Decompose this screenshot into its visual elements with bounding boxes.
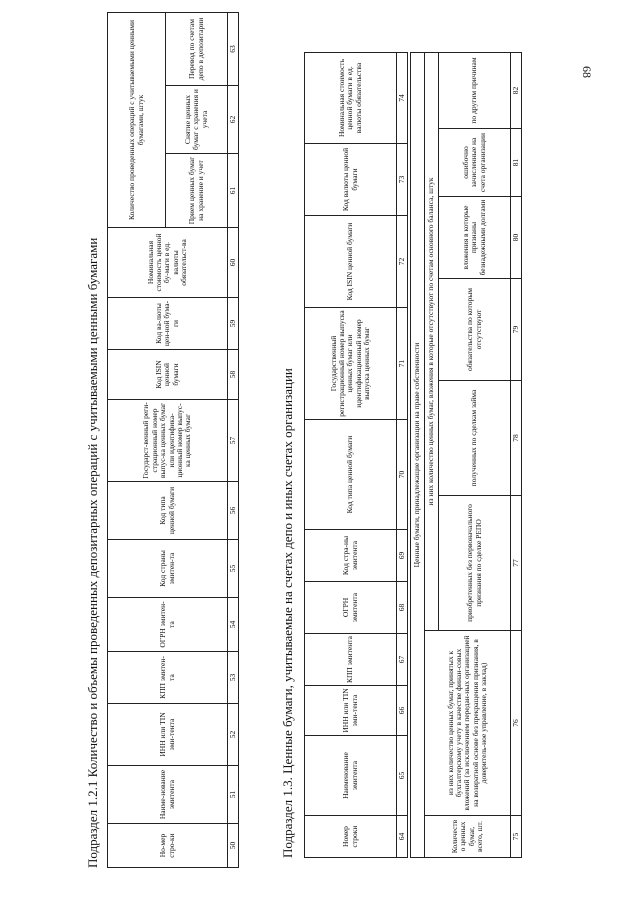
col-number: 55	[228, 540, 239, 598]
col-number: 50	[228, 824, 239, 868]
header-cell: Количество ценных бумаг, всего, шт.	[425, 816, 511, 858]
header-cell: Код валюты ценной бумаги	[305, 144, 397, 216]
header-cell: ИНН или TIN эми-тента	[305, 686, 397, 736]
col-number: 56	[228, 482, 239, 540]
header-cell: Код типа ценной бумаги	[108, 482, 228, 540]
sub-header-cell: вложения в которые признаны безнадежными долгами	[439, 197, 511, 279]
col-number: 76	[511, 631, 522, 816]
col-number: 82	[511, 52, 522, 128]
operations-table	[107, 12, 239, 868]
col-number: 62	[228, 86, 239, 154]
header-cell: Но-мер стро-ки	[108, 824, 228, 868]
group-header-cell: из них количество ценных бумаг, вложения в которые отсутствуют по счетам основного баланса, штук	[425, 52, 439, 630]
sub-header-cell: по другим причинам	[439, 52, 511, 128]
sub-header-cell: Перевод по счетам депо в депозитарии	[166, 12, 228, 85]
col-number: 61	[228, 154, 239, 228]
section-1-2-1	[85, 12, 239, 868]
col-number: 66	[397, 686, 408, 736]
header-cell: Код страны эмитен-та	[108, 540, 228, 598]
col-number: 74	[397, 53, 408, 144]
col-number: 59	[228, 298, 239, 350]
header-cell: КПП эмитен-та	[108, 652, 228, 704]
header-cell: Государст-венный реги-страционный номер выпус-ка ценных бумаг или идентифика-ционный номер выпус-ка ценных бумаг	[108, 400, 228, 482]
header-cell: ОГРН эмитен-та	[108, 598, 228, 652]
page-number: 68	[580, 66, 594, 78]
col-number: 68	[397, 582, 408, 634]
sub-header-cell: ошибочно зачисленные на счета организации	[439, 129, 511, 197]
header-cell: Код ISIN ценной бумаги	[305, 216, 397, 308]
col-number: 52	[228, 704, 239, 766]
col-number: 67	[397, 634, 408, 686]
sub-header-cell: полученных по сделкам займа	[439, 381, 511, 496]
sub-header-cell: обязательства по которым отсутствуют	[439, 279, 511, 381]
header-cell: Код ISIN ценной бумаги	[108, 350, 228, 400]
header-cell: из них количество ценных бумаг, принятых к бухгалтерскому учету в качестве финан-совых вложений (за исключением передан-ных организацией на возвратной основе без прекращения признания, в доверитель-ное управление, в заклад)	[425, 631, 511, 816]
col-number: 80	[511, 197, 522, 279]
col-number: 78	[511, 381, 522, 496]
header-cell: Государственный регистрационный номер выпуска ценных бумаг или идентификационный номер выпуска ценных бумаг	[305, 308, 397, 420]
header-cell: Код ва-люты цен-ной бума-ги	[108, 298, 228, 350]
header-cell: КПП эмитента	[305, 634, 397, 686]
col-number: 73	[397, 144, 408, 216]
col-number: 70	[397, 420, 408, 530]
col-number: 64	[397, 816, 408, 858]
header-cell: Номинальная стоимость ценной бумаги в ед. валюты обязательства	[305, 53, 397, 144]
col-number: 79	[511, 279, 522, 381]
section-1-2-1-title: Подраздел 1.2.1 Количество и объемы проведенных депозитарных операций с учитываемыми ценными бумагами	[85, 237, 100, 868]
sub-header-cell: приобретенных без первоначального признания по сделке РЕПО	[439, 496, 511, 631]
header-cell: Номинальная стоимость ценной бу-маги в ед. валюты обязательст-ва	[108, 228, 228, 298]
col-number: 72	[397, 216, 408, 308]
top-header-cell: Ценные бумаги, принадлежащие организации на праве собственности	[411, 52, 425, 857]
col-number: 51	[228, 766, 239, 824]
header-cell: Код стра-ны эмитента	[305, 530, 397, 582]
col-number: 75	[511, 816, 522, 858]
col-number: 53	[228, 652, 239, 704]
sub-header-cell: Прием ценных бумаг на хранение и учет	[166, 154, 228, 228]
header-cell: Наименование эмитента	[305, 736, 397, 816]
sub-header-cell: Снятие ценных бумаг с хранения и учета	[166, 86, 228, 154]
section-1-3-title: Подраздел 1.3. Ценные бумаги, учитываемые на счетах депо и иных счетах организации	[280, 368, 295, 858]
col-number: 71	[397, 308, 408, 420]
col-number: 57	[228, 400, 239, 482]
header-cell: ИНН или TIN эми-тента	[108, 704, 228, 766]
col-number: 60	[228, 228, 239, 298]
col-number: 69	[397, 530, 408, 582]
col-number: 65	[397, 736, 408, 816]
header-cell: Номер строки	[305, 816, 397, 858]
col-number: 54	[228, 598, 239, 652]
col-number: 81	[511, 129, 522, 197]
header-cell: Код типа ценной бумаги	[305, 420, 397, 530]
group-header-cell: Количество проведенных операций с учитываемыми ценными бумагами, штук	[108, 12, 166, 227]
section-1-3	[280, 52, 408, 858]
header-cell: Наиме-нование эмитента	[108, 766, 228, 824]
ownership-section	[410, 52, 522, 858]
col-number: 63	[228, 12, 239, 85]
securities-table	[304, 52, 408, 858]
col-number: 77	[511, 496, 522, 631]
ownership-table	[410, 52, 522, 858]
header-cell: ОГРН эмитента	[305, 582, 397, 634]
col-number: 58	[228, 350, 239, 400]
